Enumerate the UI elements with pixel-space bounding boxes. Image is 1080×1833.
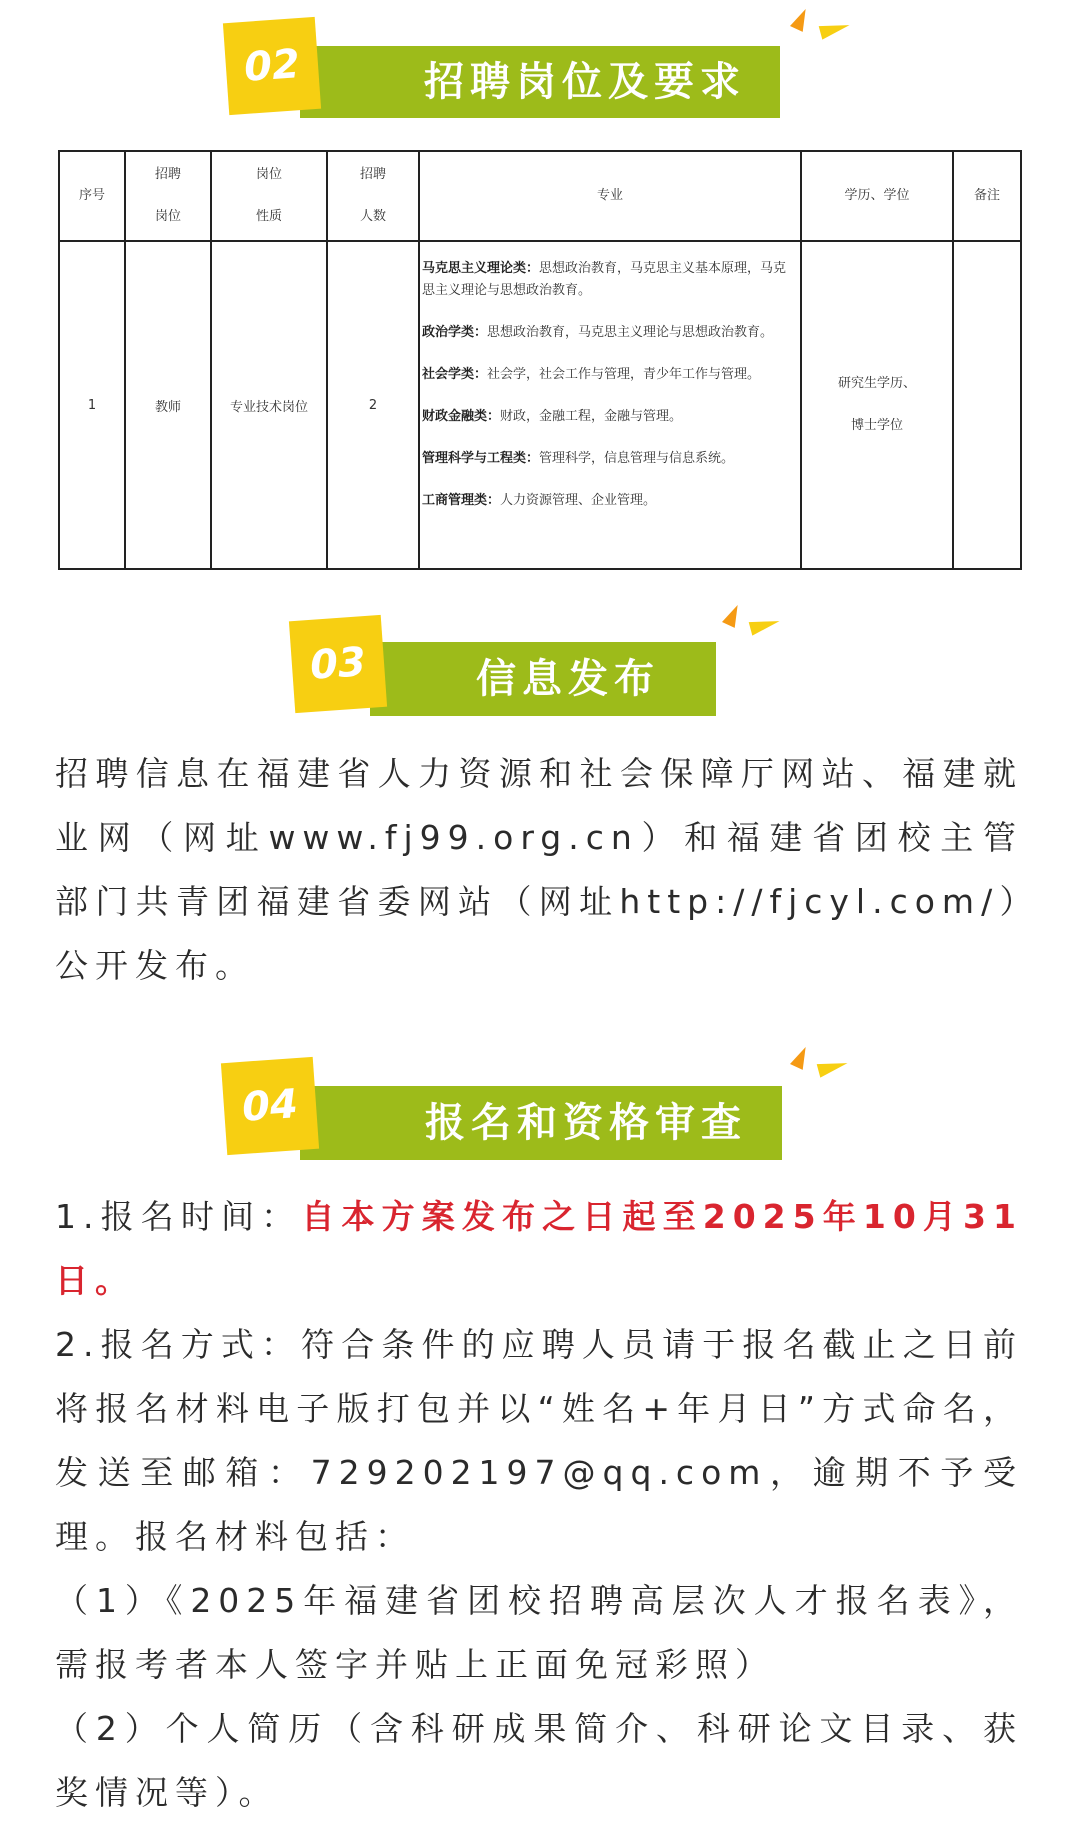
section-number-badge: 04 xyxy=(221,1057,319,1155)
major-item: 管理科学与工程类：管理科学，信息管理与信息系统。 xyxy=(422,451,735,466)
cell-nature: 专业技术岗位 xyxy=(211,241,327,569)
major-item: 政治学类：思想政治教育，马克思主义理论与思想政治教育。 xyxy=(422,325,774,340)
major-item: 社会学类：社会学，社会工作与管理，青少年工作与管理。 xyxy=(422,367,761,382)
cell-count: 2 xyxy=(327,241,419,569)
section-number-badge: 02 xyxy=(223,17,321,115)
cell-position: 教师 xyxy=(125,241,211,569)
section-number-badge: 03 xyxy=(289,615,387,713)
cell-degree: 研究生学历、 博士学位 xyxy=(801,241,953,569)
major-item: 财政金融类：财政，金融工程，金融与管理。 xyxy=(422,409,683,424)
sparkle-icon xyxy=(819,18,852,39)
info-release-paragraph: 招聘信息在福建省人力资源和社会保障厅网站、福建就业网（网址www.fj99.org.cn）和福建省团校主管部门共青团福建省委网站（网址http://fjcyl.com/）公开发布。 xyxy=(55,754,1023,985)
col-nature: 岗位 性质 xyxy=(211,151,327,241)
registration-time-label: 1.报名时间： xyxy=(55,1197,302,1236)
major-item: 马克思主义理论类：思想政治教育，马克思主义基本原理，马克思主义理论与思想政治教育。 xyxy=(422,261,787,298)
sparkle-icon xyxy=(749,614,782,635)
material-item-1: （1）《2025年福建省团校招聘高层次人才报名表》，需报考者本人签字并贴上正面免冠彩照） xyxy=(55,1581,1023,1684)
sparkle-icon xyxy=(817,1056,850,1077)
col-count: 招聘 人数 xyxy=(327,151,419,241)
table-row xyxy=(59,241,1021,569)
cell-majors xyxy=(419,241,801,569)
section-title: 报名和资格审查 xyxy=(300,1086,782,1160)
col-seq: 序号 xyxy=(59,151,125,241)
registration-method: 2.报名方式：符合条件的应聘人员请于报名截止之日前将报名材料电子版打包并以“姓名+年月日”方式命名，发送至邮箱：729202197@qq.com，逾期不予受理。报名材料包括： xyxy=(55,1325,1023,1556)
major-item: 工商管理类：人力资源管理、企业管理。 xyxy=(422,493,657,508)
table-header-row xyxy=(59,151,1021,241)
registration-time-value: 自本方案发布之日起至2025年10月31日。 xyxy=(55,1197,1023,1300)
col-position: 招聘 岗位 xyxy=(125,151,211,241)
col-degree: 学历、学位 xyxy=(801,151,953,241)
col-remark: 备注 xyxy=(953,151,1021,241)
sparkle-icon xyxy=(790,1044,812,1070)
material-item-2: （2）个人简历（含科研成果简介、科研论文目录、获奖情况等）。 xyxy=(55,1709,1023,1812)
sparkle-icon xyxy=(790,6,812,32)
registration-time xyxy=(55,1185,1023,1313)
recruitment-table xyxy=(58,150,1022,570)
section-title: 信息发布 xyxy=(370,642,716,716)
col-major: 专业 xyxy=(419,151,801,241)
section-title: 招聘岗位及要求 xyxy=(300,46,780,118)
cell-remark xyxy=(953,241,1021,569)
sparkle-icon xyxy=(722,602,744,628)
cell-seq: 1 xyxy=(59,241,125,569)
